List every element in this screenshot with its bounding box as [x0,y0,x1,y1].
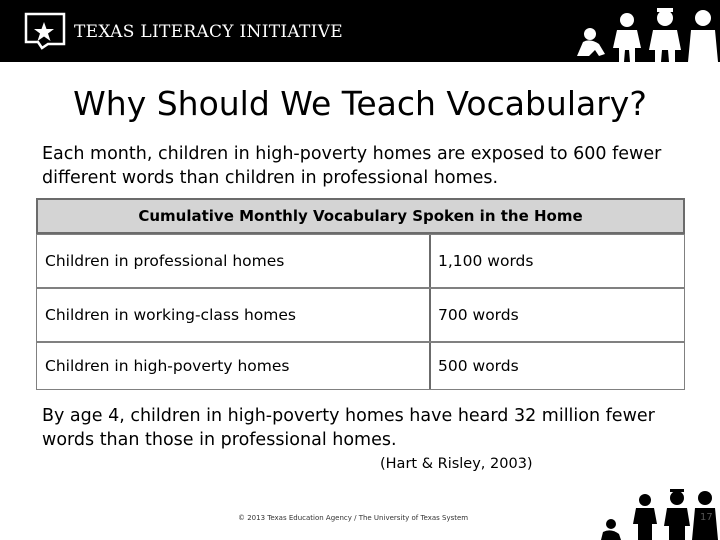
intro-paragraph: Each month, children in high-poverty homes are exposed to 600 fewer different words than children in professional homes. [42,144,662,188]
page-number: 17 [700,512,713,523]
row-group: Children in working-class homes [45,306,296,324]
copyright-footer: © 2013 Texas Education Agency / The University of Texas System [238,514,469,522]
vocabulary-table [36,198,685,388]
texas-star-logo-icon [20,10,70,50]
page-title: Why Should We Teach Vocabulary? [73,84,647,123]
row-words: 700 words [438,306,519,324]
brand-name: TEXAS LITERACY INITIATIVE [74,22,343,42]
children-silhouettes-icon [565,4,720,62]
outro-paragraph: By age 4, children in high-poverty homes have heard 32 million fewer words than those in professional homes. [42,406,655,450]
table-row [36,288,685,342]
header-bar [0,0,720,62]
table-row [36,342,685,390]
column-divider [429,235,431,287]
children-silhouettes-footer-icon [595,480,720,540]
row-group: Children in high-poverty homes [45,357,290,375]
column-divider [429,343,431,389]
citation: (Hart & Risley, 2003) [380,456,533,472]
row-words: 500 words [438,357,519,375]
column-divider [429,289,431,341]
table-row [36,234,685,288]
table-header: Cumulative Monthly Vocabulary Spoken in the Home [36,198,685,234]
row-group: Children in professional homes [45,252,285,270]
row-words: 1,100 words [438,252,534,270]
